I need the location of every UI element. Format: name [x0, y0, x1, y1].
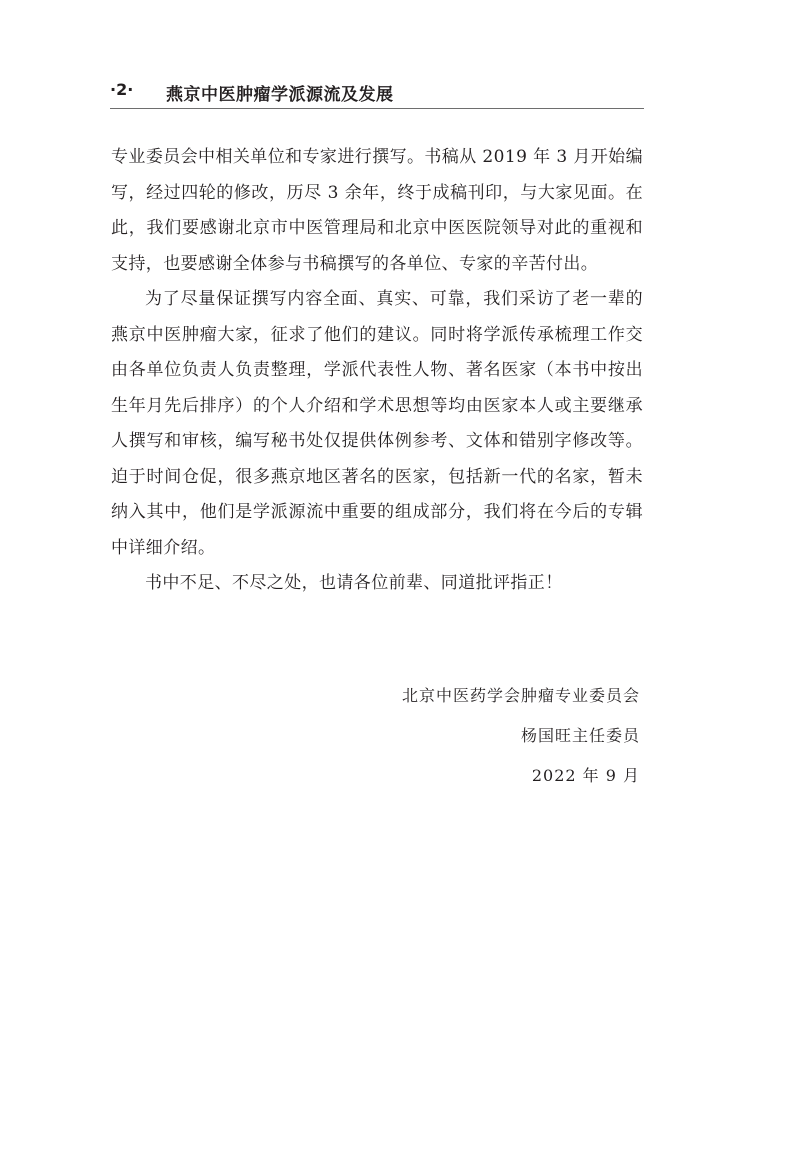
- body-text: [111, 140, 643, 602]
- signature-block: [300, 676, 640, 796]
- signature-date: 2022 年 9 月: [531, 766, 640, 785]
- signature-organization: 北京中医药学会肿瘤专业委员会: [401, 686, 640, 705]
- paragraph-3: 书中不足、不尽之处，也请各位前辈、同道批评指正！: [145, 573, 563, 593]
- signature-person: 杨国旺主任委员: [520, 726, 640, 745]
- book-title: 燕京中医肿瘤学派源流及发展: [166, 85, 394, 105]
- page-header: [110, 76, 644, 109]
- paragraph-2: 为了尽量保证撰写内容全面、真实、可靠，我们采访了老一辈的燕京中医肿瘤大家，征求了他们的建议。同时将学派传承梳理工作交由各单位负责人负责整理，学派代表性人物、著名医家（本书中按出生年月先后排序）的个人介绍和学术思想等均由医家本人或主要继承人撰写和审核，编写秘书处仅提供体例参考、文体和错别字修改等。迫于时间仓促，很多燕京地区著名的医家，包括新一代的名家，暂未纳入其中，他们是学派源流中重要的组成部分，我们将在今后的专辑中详细介绍。: [111, 289, 643, 558]
- paragraph-1: 专业委员会中相关单位和专家进行撰写。书稿从 2019 年 3 月开始编写，经过四轮的修改，历尽 3 余年，终于成稿刊印，与大家见面。在此，我们要感谢北京市中医管理局和北京中医医院领导对此的重视和支持，也要感谢全体参与书稿撰写的各单位、专家的辛苦付出。: [111, 147, 643, 274]
- page-number: ·2·: [110, 80, 134, 99]
